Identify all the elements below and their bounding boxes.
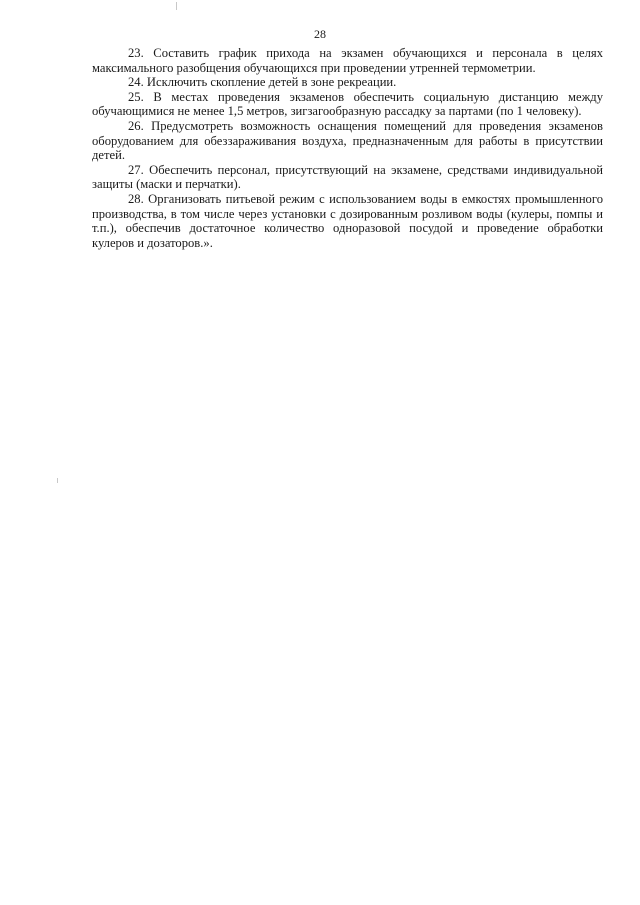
scan-mark — [57, 478, 58, 483]
paragraph-item-28: 28. Организовать питьевой режим с использованием воды в емкостях промышленного производства, в том числе через установки с дозированным розливом воды (кулеры, помпы и т.п.), обеспечив достаточное количество одноразовой посудой и проведение обработки кулеров и дозаторов.». — [92, 191, 603, 250]
page-number: 28 — [314, 27, 326, 41]
paragraph-item-25: 25. В местах проведения экзаменов обеспечить социальную дистанцию между обучающимися не менее 1,5 метров, зигзагообразную рассадку за партами (по 1 человеку). — [92, 89, 603, 119]
paragraph-item-24: 24. Исключить скопление детей в зоне рекреации. — [128, 75, 397, 90]
paragraph-item-26: 26. Предусмотреть возможность оснащения помещений для проведения экзаменов оборудованием для обеззараживания воздуха, предназначенным для работы в присутствии детей. — [92, 118, 603, 163]
scan-mark — [176, 2, 177, 10]
paragraph-item-23: 23. Составить график прихода на экзамен обучающихся и персонала в целях максимального разобщения обучающихся при проведении утренней термометрии. — [92, 46, 603, 75]
paragraph-item-27: 27. Обеспечить персонал, присутствующий на экзамене, средствами индивидуальной защиты (маски и перчатки). — [92, 162, 603, 192]
document-body — [92, 46, 603, 250]
